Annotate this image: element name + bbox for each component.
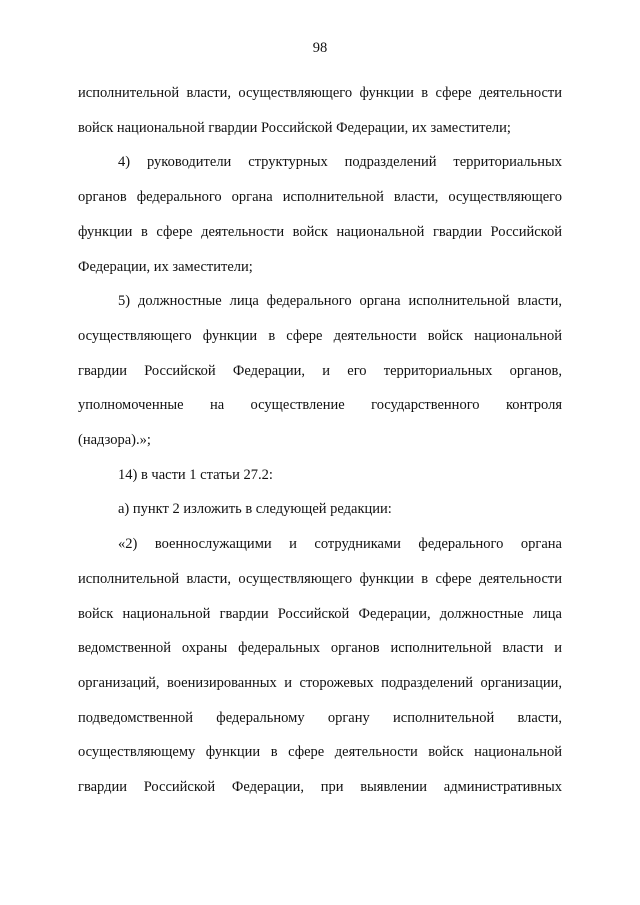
- text-line: осуществляющего функции в сфере деятельности войск национальной: [78, 327, 562, 344]
- text-line: войск национальной гвардии Российской Федерации, их заместители;: [78, 119, 511, 136]
- text-line: 4) руководители структурных подразделений территориальных: [118, 154, 562, 171]
- text-line: 14) в части 1 статьи 27.2:: [118, 466, 273, 483]
- text-line: организаций, военизированных и сторожевых подразделений организации,: [78, 674, 562, 691]
- text-line: 5) должностные лица федерального органа исполнительной власти,: [118, 293, 562, 310]
- page-number: 98: [312, 40, 328, 56]
- text-line: «2) военнослужащими и сотрудниками федерального органа: [118, 536, 562, 553]
- text-line: осуществляющему функции в сфере деятельности войск национальной: [78, 744, 562, 761]
- text-line: подведомственной федеральному органу исполнительной власти,: [78, 709, 562, 726]
- text-line: уполномоченные на осуществление государственного контроля: [78, 397, 562, 414]
- document-body: [78, 76, 562, 805]
- text-line: функции в сфере деятельности войск национальной гвардии Российской: [78, 223, 562, 240]
- text-line: исполнительной власти, осуществляющего функции в сфере деятельности: [78, 85, 562, 101]
- text-line: а) пункт 2 изложить в следующей редакции:: [118, 501, 392, 518]
- text-line: Федерации, их заместители;: [78, 258, 253, 275]
- text-line: (надзора).»;: [78, 432, 151, 449]
- text-line: гвардии Российской Федерации, при выявлении административных: [78, 779, 562, 796]
- text-line: органов федерального органа исполнительной власти, осуществляющего: [78, 189, 562, 206]
- text-line: исполнительной власти, осуществляющего функции в сфере деятельности: [78, 570, 562, 587]
- text-line: ведомственной охраны федеральных органов исполнительной власти и: [78, 640, 562, 657]
- text-line: войск национальной гвардии Российской Федерации, должностные лица: [78, 605, 562, 622]
- text-line: гвардии Российской Федерации, и его территориальных органов,: [78, 362, 562, 379]
